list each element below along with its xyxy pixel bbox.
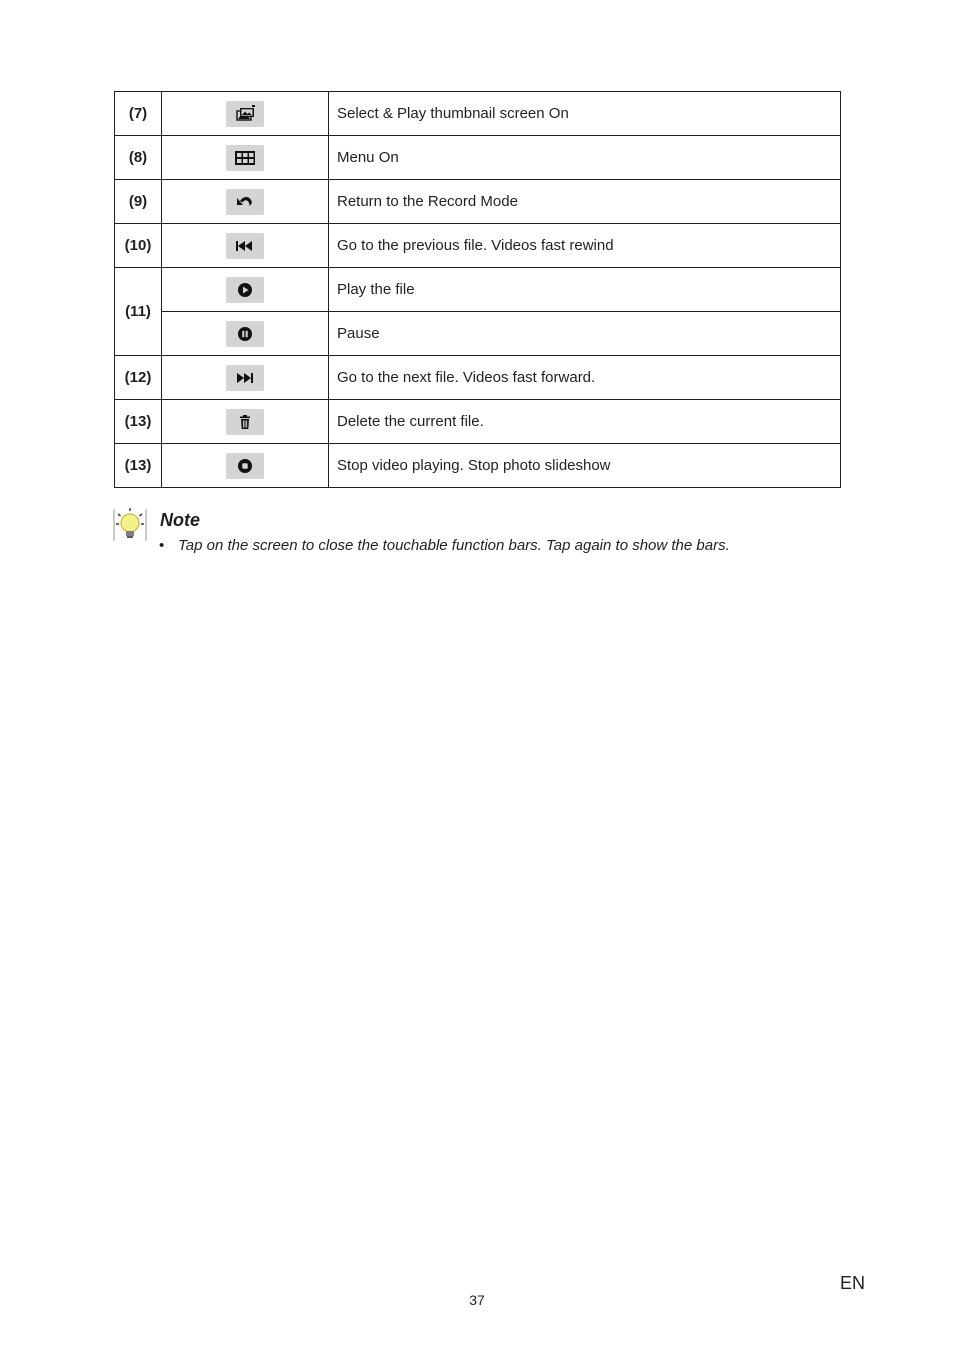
table-row (115, 356, 841, 400)
language-label: EN (840, 1273, 866, 1293)
trash-icon (226, 409, 264, 435)
lightbulb-icon (112, 507, 148, 543)
table-row (115, 136, 841, 180)
table-row (115, 312, 841, 356)
pause-icon (226, 321, 264, 347)
row-number: (10) (115, 224, 162, 268)
table-row (115, 268, 841, 312)
row-number: (8) (115, 136, 162, 180)
row-description: Menu On (329, 136, 841, 180)
row-description: Play the file (329, 268, 841, 312)
table-row (115, 180, 841, 224)
row-description: Return to the Record Mode (329, 180, 841, 224)
row-number: (13) (115, 444, 162, 488)
note-text: Tap on the screen to close the touchable function bars. Tap again to show the bars. (178, 537, 730, 554)
row-number: (13) (115, 400, 162, 444)
row-description: Delete the current file. (329, 400, 841, 444)
row-description: Select & Play thumbnail screen On (329, 92, 841, 136)
row-number: (11) (115, 268, 162, 356)
row-number: (7) (115, 92, 162, 136)
row-description: Go to the next file. Videos fast forward. (329, 356, 841, 400)
rewind-icon (226, 233, 264, 259)
note-bullet: • (159, 537, 165, 554)
function-table (114, 91, 841, 488)
menu-grid-icon (226, 145, 264, 171)
row-description: Go to the previous file. Videos fast rewind (329, 224, 841, 268)
stop-icon (226, 453, 264, 479)
row-number: (12) (115, 356, 162, 400)
row-description: Pause (329, 312, 841, 356)
play-icon (226, 277, 264, 303)
return-arrow-icon (226, 189, 264, 215)
note-title: Note (160, 510, 200, 530)
row-description: Stop video playing. Stop photo slideshow (329, 444, 841, 488)
thumbnail-play-icon (226, 101, 264, 127)
table-row (115, 400, 841, 444)
page-number: 37 (469, 1292, 485, 1308)
table-row (115, 224, 841, 268)
fast-forward-icon (226, 365, 264, 391)
table-row (115, 92, 841, 136)
table-row (115, 444, 841, 488)
row-number: (9) (115, 180, 162, 224)
